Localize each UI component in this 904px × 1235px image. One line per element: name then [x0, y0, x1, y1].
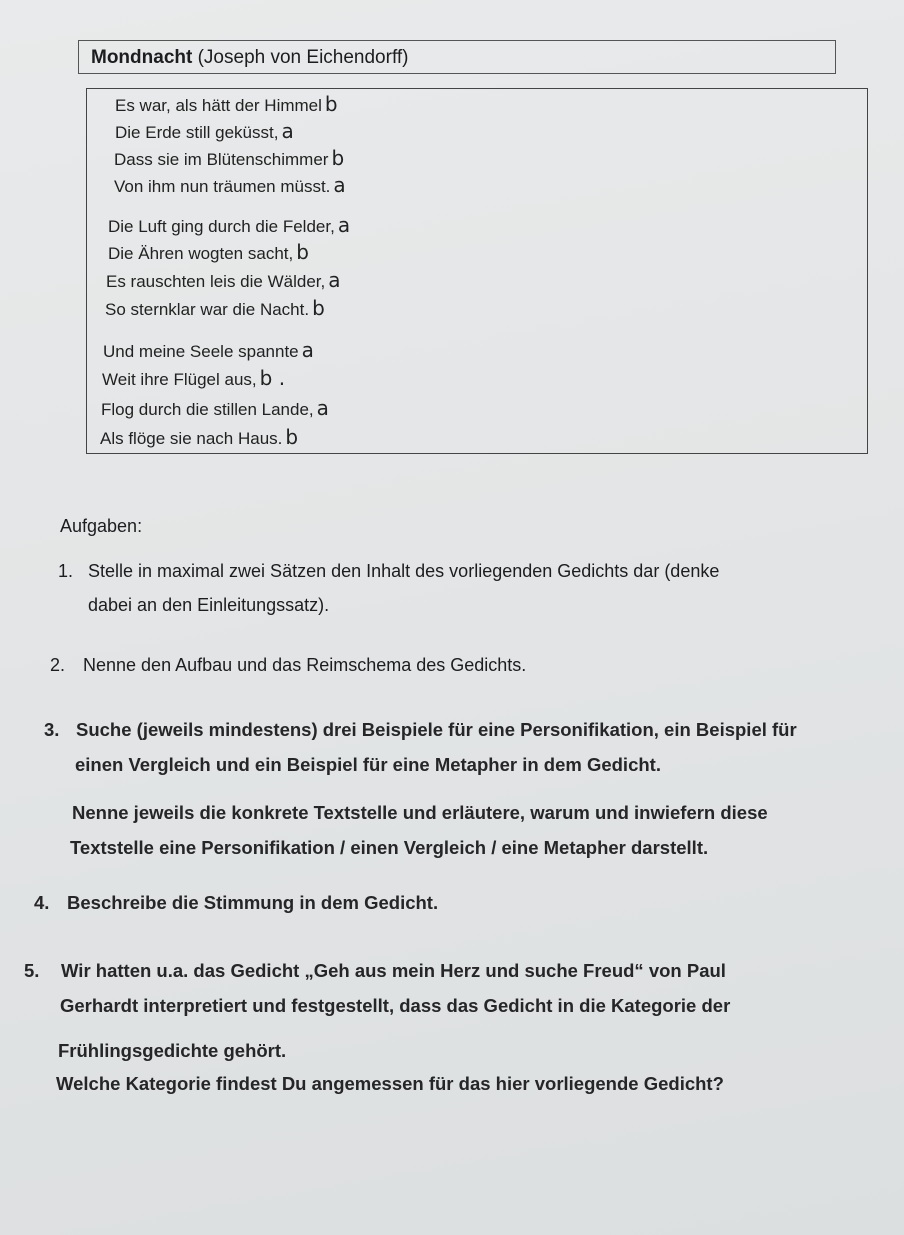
rhyme-mark: b — [324, 92, 338, 116]
rhyme-mark: b — [312, 296, 325, 320]
poem-title-author: (Joseph von Eichendorff) — [192, 47, 409, 68]
rhyme-mark: a — [333, 173, 346, 197]
task-number: 2. — [50, 655, 66, 675]
poem-line: Dass sie im Blütenschimmer b — [114, 146, 345, 170]
rhyme-mark: a — [301, 338, 314, 362]
task-3-line: einen Vergleich und ein Beispiel für eine Metapher in dem Gedicht. — [75, 754, 661, 775]
poem-line: Als flöge sie nach Haus. b — [100, 425, 299, 449]
task-1-line: dabei an den Einleitungssatz). — [88, 595, 330, 615]
rhyme-mark: a — [328, 268, 341, 292]
rhyme-mark: b — [296, 240, 309, 264]
task-number: 1. — [58, 561, 74, 581]
rhyme-mark: b . — [259, 366, 286, 390]
task-5-line: Gerhardt interpretiert und festgestellt, dass das Gedicht in die Kategorie der — [60, 995, 731, 1016]
task-5-line: Welche Kategorie findest Du angemessen für das hier vorliegende Gedicht? — [56, 1073, 724, 1094]
poem-line: Die Ähren wogten sacht, b — [108, 240, 309, 264]
poem-line: So sternklar war die Nacht. b — [105, 296, 325, 320]
poem-line: Die Erde still geküsst, a — [115, 119, 294, 143]
task-2: 2. Nenne den Aufbau und das Reimschema des Gedichts. — [50, 655, 527, 675]
task-number: 4. — [34, 892, 50, 913]
task-3: 3. Suche (jeweils mindestens) drei Beispiele für eine Personifikation, ein Beispiel für — [44, 719, 797, 740]
poem-line: Von ihm nun träumen müsst. a — [114, 173, 346, 197]
rhyme-mark: a — [281, 119, 294, 143]
poem-title-name: Mondnacht — [91, 47, 193, 68]
poem-line: Es rauschten leis die Wälder, a — [106, 268, 341, 292]
task-3-line: Nenne jeweils die konkrete Textstelle und erläutere, warum und inwiefern diese — [72, 802, 768, 823]
task-5: 5. Wir hatten u.a. das Gedicht „Geh aus mein Herz und suche Freud“ von Paul — [24, 960, 726, 981]
poem-line: Und meine Seele spannte a — [103, 338, 314, 362]
task-3-line: Textstelle eine Personifikation / einen Vergleich / eine Metapher darstellt. — [70, 837, 709, 858]
rhyme-mark: b — [331, 146, 345, 170]
poem-line: Weit ihre Flügel aus, b . — [102, 366, 286, 390]
rhyme-mark: a — [316, 396, 329, 420]
task-number: 3. — [44, 719, 60, 740]
rhyme-mark: a — [337, 213, 351, 237]
task-number: 5. — [24, 960, 40, 981]
task-5-line: Frühlingsgedichte gehört. — [58, 1040, 287, 1061]
tasks-heading: Aufgaben: — [60, 516, 143, 536]
poem-line: Flog durch die stillen Lande, a — [101, 396, 329, 420]
poem-line: Es war, als hätt der Himmel b — [115, 92, 338, 116]
rhyme-mark: b — [285, 425, 299, 449]
task-1: 1. Stelle in maximal zwei Sätzen den Inhalt des vorliegenden Gedichts dar (denke — [58, 561, 720, 581]
poem-title — [78, 40, 836, 74]
task-4: 4. Beschreibe die Stimmung in dem Gedicht. — [34, 892, 439, 913]
poem-line: Die Luft ging durch die Felder, a — [108, 213, 351, 237]
